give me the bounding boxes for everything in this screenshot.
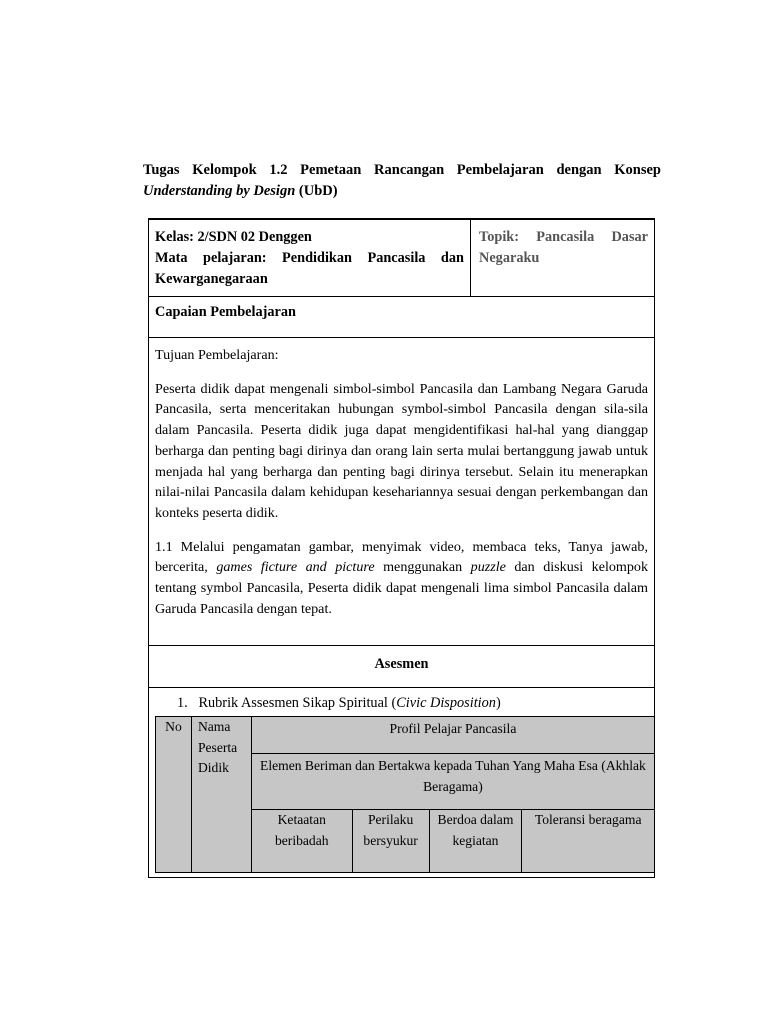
col-toleransi: Toleransi beragama <box>522 810 655 873</box>
rubrik-title <box>177 695 501 712</box>
header-row <box>149 220 654 297</box>
topic-line-1: Topik: Pancasila Dasar <box>479 229 648 245</box>
p2-b: menggunakan <box>374 559 471 576</box>
title-ubd: (UbD) <box>295 183 338 199</box>
header-profil: Profil Pelajar Pancasila <box>251 717 654 754</box>
tujuan-paragraph-1: Peserta didik dapat mengenali simbol-simbol Pancasila dan Lambang Negara Garuda Pancasila, serta menceritakan hubungan symbol-simbol Pancasila dengan sila-sila dalam Pancasila. Peserta didik juga dapat mengidentifikasi hal-hal yang dianggap berharga dan penting bagi dirinya dan orang lain serta mulai bertanggung jawab untuk menjada hal yang berharga dan penting bagi dirinya tersebut. Selain itu menerapkan nilai-nilai Pancasila dalam kehidupan kesehariannya sesuai dengan perkembangan dan konteks peserta didik. <box>155 380 648 521</box>
tujuan-paragraph-2 <box>155 537 648 620</box>
rubrik-number: 1. <box>177 695 188 711</box>
title-line-1: Tugas Kelompok 1.2 Pemetaan Rancangan Pembelajaran dengan Konsep <box>143 162 661 178</box>
header-elemen: Elemen Beriman dan Bertakwa kepada Tuhan Yang Maha Esa (Akhlak Beragama) <box>251 754 654 810</box>
title-italic: Understanding by Design <box>143 183 296 199</box>
p2-c: dan diskusi kelompok tentang symbol Pancasila, Peserta didik dapat mengenali lima simbol Pancasila dalam Garuda Pancasila dengan tepat. <box>155 559 649 617</box>
document-table <box>148 218 655 878</box>
col-berdoa: Berdoa dalam kegiatan <box>429 810 522 873</box>
rubrik-italic: Civic Disposition <box>396 695 496 711</box>
subject-line-1: Mata pelajaran: Pendidikan Pancasila dan <box>155 250 464 266</box>
rubrik-text: Rubrik Assesmen Sikap Spiritual ( <box>198 695 397 711</box>
col-ketaatan: Ketaatan beribadah <box>251 810 352 873</box>
subject-line-2: Kewarganegaraan <box>155 271 268 287</box>
class-label: Kelas: 2/SDN 02 Denggen <box>155 229 312 245</box>
page-title <box>143 160 661 202</box>
p2-italic-1: games ficture and picture <box>216 559 375 576</box>
col-perilaku: Perilaku bersyukur <box>352 810 429 873</box>
topic-cell <box>471 220 654 296</box>
capaian-heading: Capaian Pembelajaran <box>149 296 654 338</box>
tujuan-section <box>149 338 654 646</box>
rubrik-close: ) <box>495 695 501 711</box>
topic-line-2: Negaraku <box>479 250 540 266</box>
tujuan-label: Tujuan Pembelajaran: <box>155 347 279 363</box>
asesmen-heading: Asesmen <box>149 646 654 688</box>
p2-italic-2: puzzle <box>470 559 506 576</box>
class-subject-cell <box>149 220 471 296</box>
header-nama: Nama Peserta Didik <box>191 717 251 873</box>
header-no: No <box>156 717 192 873</box>
p2-a: 1.1 Melalui pengamatan gambar, menyimak video, membaca teks, Tanya jawab, bercerita, <box>155 538 648 576</box>
title-line-2 <box>143 181 661 202</box>
rubric-table <box>155 716 655 873</box>
